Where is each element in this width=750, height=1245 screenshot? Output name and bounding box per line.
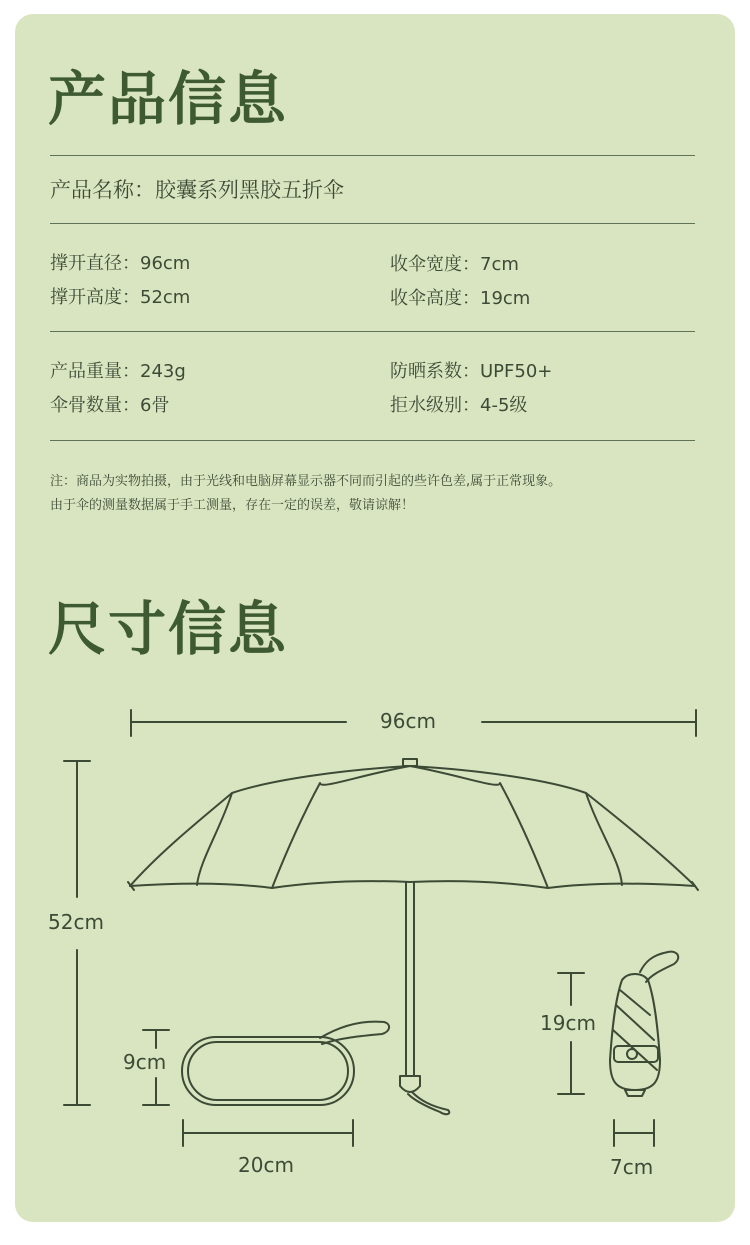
size-info-title: 尺寸信息 xyxy=(48,595,289,663)
dim-open-height-label: 52cm xyxy=(48,910,104,934)
umbrella-case-drawing xyxy=(182,1022,389,1105)
dim-case-height-label: 9cm xyxy=(123,1050,167,1074)
spec-water-repellency: 拒水级别：4-5级 xyxy=(390,395,528,416)
closed-width-dimension-line xyxy=(614,1120,654,1146)
disclaimer-line-2: 由于伞的测量数据属于手工测量，存在一定的误差，敬请谅解！ xyxy=(50,498,415,513)
spec-weight: 产品重量：243g xyxy=(50,361,186,382)
spec-open-height: 撑开高度：52cm xyxy=(50,287,191,308)
case-width-dimension-line xyxy=(183,1120,353,1146)
dim-open-width-label: 96cm xyxy=(380,709,436,733)
dim-case-width-label: 20cm xyxy=(238,1153,294,1177)
spec-upf: 防晒系数：UPF50+ xyxy=(390,361,553,382)
dim-closed-height-label: 19cm xyxy=(540,1011,596,1035)
product-name: 产品名称：胶囊系列黑胶五折伞 xyxy=(50,178,344,202)
disclaimer-line-1: 注：商品为实物拍摄，由于光线和电脑屏幕显示器不同而引起的些许色差,属于正常现象。 xyxy=(50,474,562,489)
product-info-title: 产品信息 xyxy=(48,65,289,133)
closed-umbrella-drawing xyxy=(610,952,678,1096)
dim-closed-width-label: 7cm xyxy=(610,1155,654,1179)
spec-open-diameter: 撑开直径：96cm xyxy=(50,253,191,274)
open-umbrella-drawing xyxy=(128,759,698,1114)
spec-closed-width: 收伞宽度：7cm xyxy=(390,254,519,275)
spec-closed-height: 收伞高度：19cm xyxy=(390,288,531,309)
spec-ribs: 伞骨数量：6骨 xyxy=(50,395,170,416)
